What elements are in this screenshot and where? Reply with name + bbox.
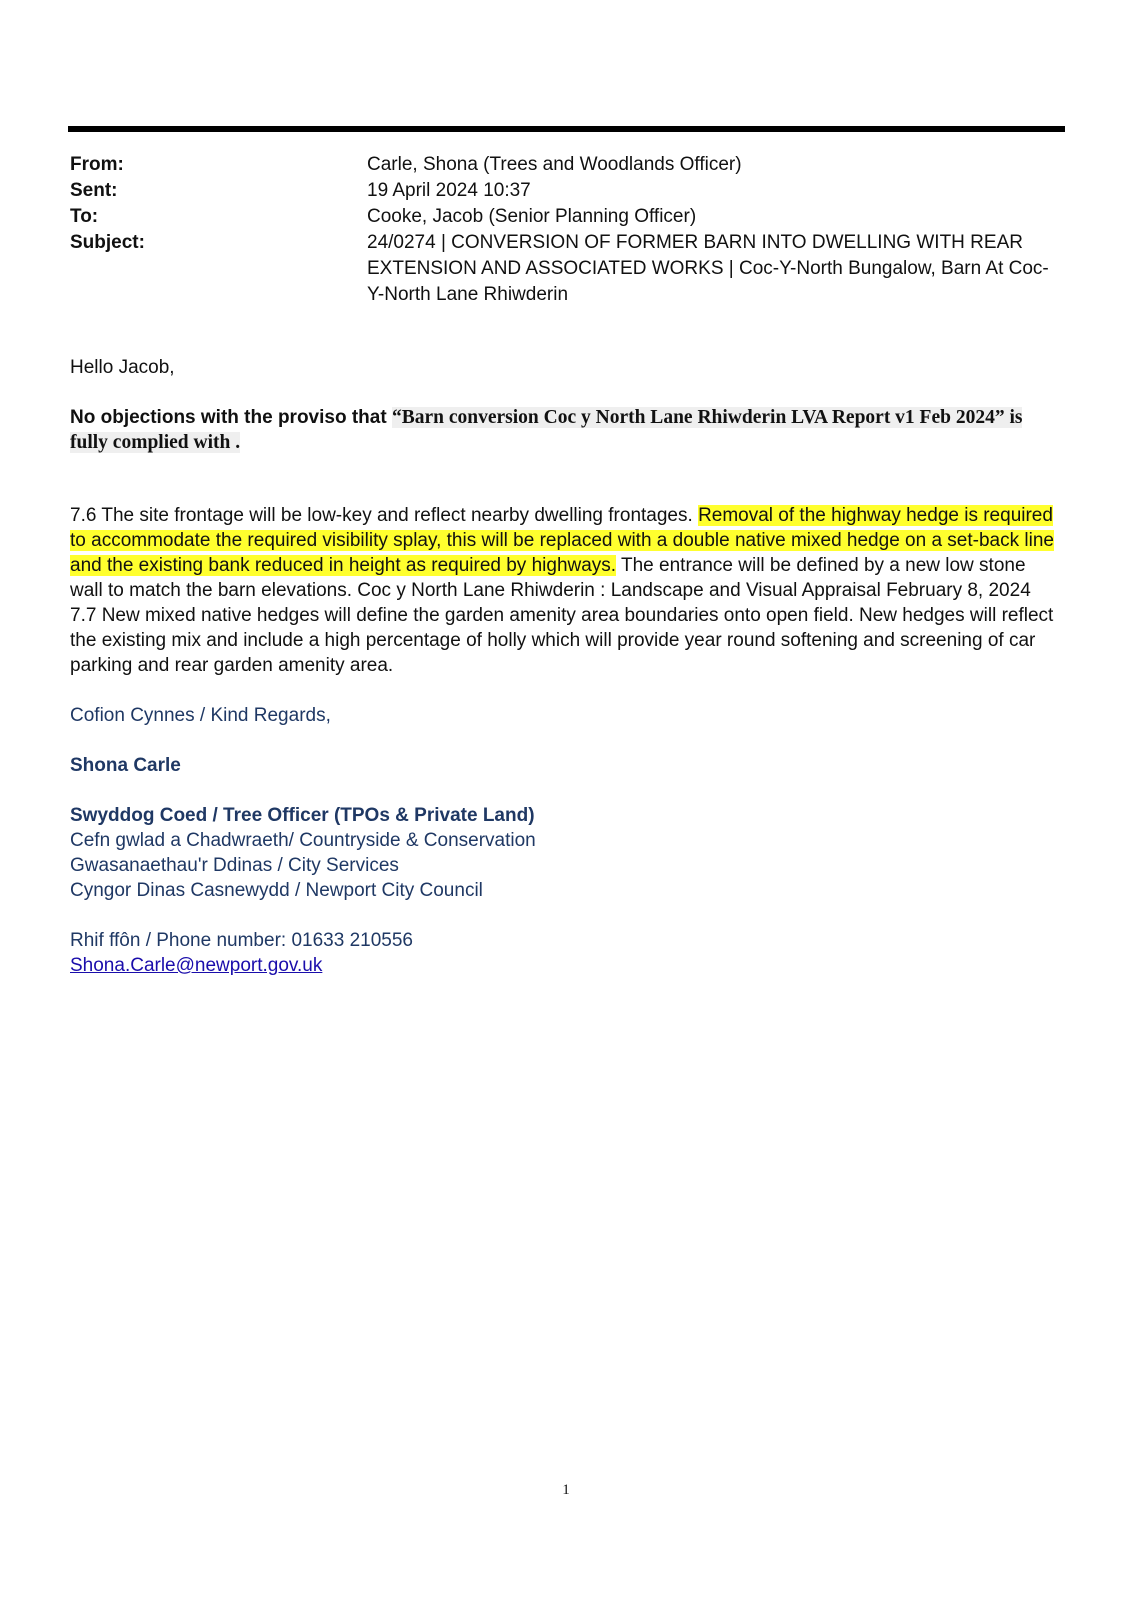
signature-council: Cyngor Dinas Casnewydd / Newport City Council <box>70 880 483 901</box>
from-label: From: <box>70 154 124 175</box>
email-link[interactable]: Shona.Carle@newport.gov.uk <box>70 955 323 976</box>
signature-title: Swyddog Coed / Tree Officer (TPOs & Private Land) <box>70 805 535 826</box>
subject-row <box>70 230 1060 308</box>
highlighted-text: Removal of the highway hedge is required to accommodate the required visibility splay, this will be replaced with a double native mixed hedge on a set-back line and the existing bank reduced in height as required by highways. <box>70 505 1054 576</box>
to-value: Cooke, Jacob (Senior Planning Officer) <box>367 206 697 227</box>
proviso-statement <box>70 405 1060 455</box>
signature-service: Gwasanaethau'r Ddinas / City Services <box>70 855 399 876</box>
greeting: Hello Jacob, <box>70 357 175 378</box>
regards-line: Cofion Cynnes / Kind Regards, <box>70 705 331 726</box>
to-row <box>70 204 1060 230</box>
lva-excerpt-paragraph <box>70 503 1060 678</box>
page-number: 1 <box>562 1482 570 1498</box>
email-header <box>70 152 1060 308</box>
from-value: Carle, Shona (Trees and Woodlands Officer) <box>367 154 742 175</box>
sent-value: 19 April 2024 10:37 <box>367 180 531 201</box>
from-row <box>70 152 1060 178</box>
signature-block <box>70 803 1060 903</box>
sent-row <box>70 178 1060 204</box>
to-label: To: <box>70 206 99 227</box>
signature-name: Shona Carle <box>70 755 181 776</box>
proviso-lead: No objections with the proviso that <box>70 407 392 428</box>
header-divider <box>68 126 1065 132</box>
subject-label: Subject: <box>70 232 145 253</box>
signature-department: Cefn gwlad a Chadwraeth/ Countryside & Conservation <box>70 830 536 851</box>
phone-number: Rhif ffôn / Phone number: 01633 210556 <box>70 930 413 951</box>
subject-value: 24/0274 | CONVERSION OF FORMER BARN INTO DWELLING WITH REAR EXTENSION AND ASSOCIATED WORKS | Coc-Y-North Bungalow, Barn At Coc-Y-North Lane Rhiwderin <box>367 232 1049 305</box>
paragraph-end: The entrance will be defined by a new low stone wall to match the barn elevations. Coc y North Lane Rhiwderin : Landscape and Visual Appraisal February 8, 2024 7.7 New mixed native hedges will define the garden amenity area boundaries onto open field. New hedges will reflect the existing mix and include a high percentage of holly which will provide year round softening and screening of car parking and rear garden amenity area. <box>70 555 1054 676</box>
sent-label: Sent: <box>70 180 118 201</box>
contact-block <box>70 928 1060 978</box>
proviso-report-quote: “Barn conversion Coc y North Lane Rhiwderin LVA Report v1 Feb 2024” is fully complied with . <box>70 407 1023 453</box>
paragraph-start: 7.6 The site frontage will be low-key and reflect nearby dwelling frontages. <box>70 505 699 526</box>
